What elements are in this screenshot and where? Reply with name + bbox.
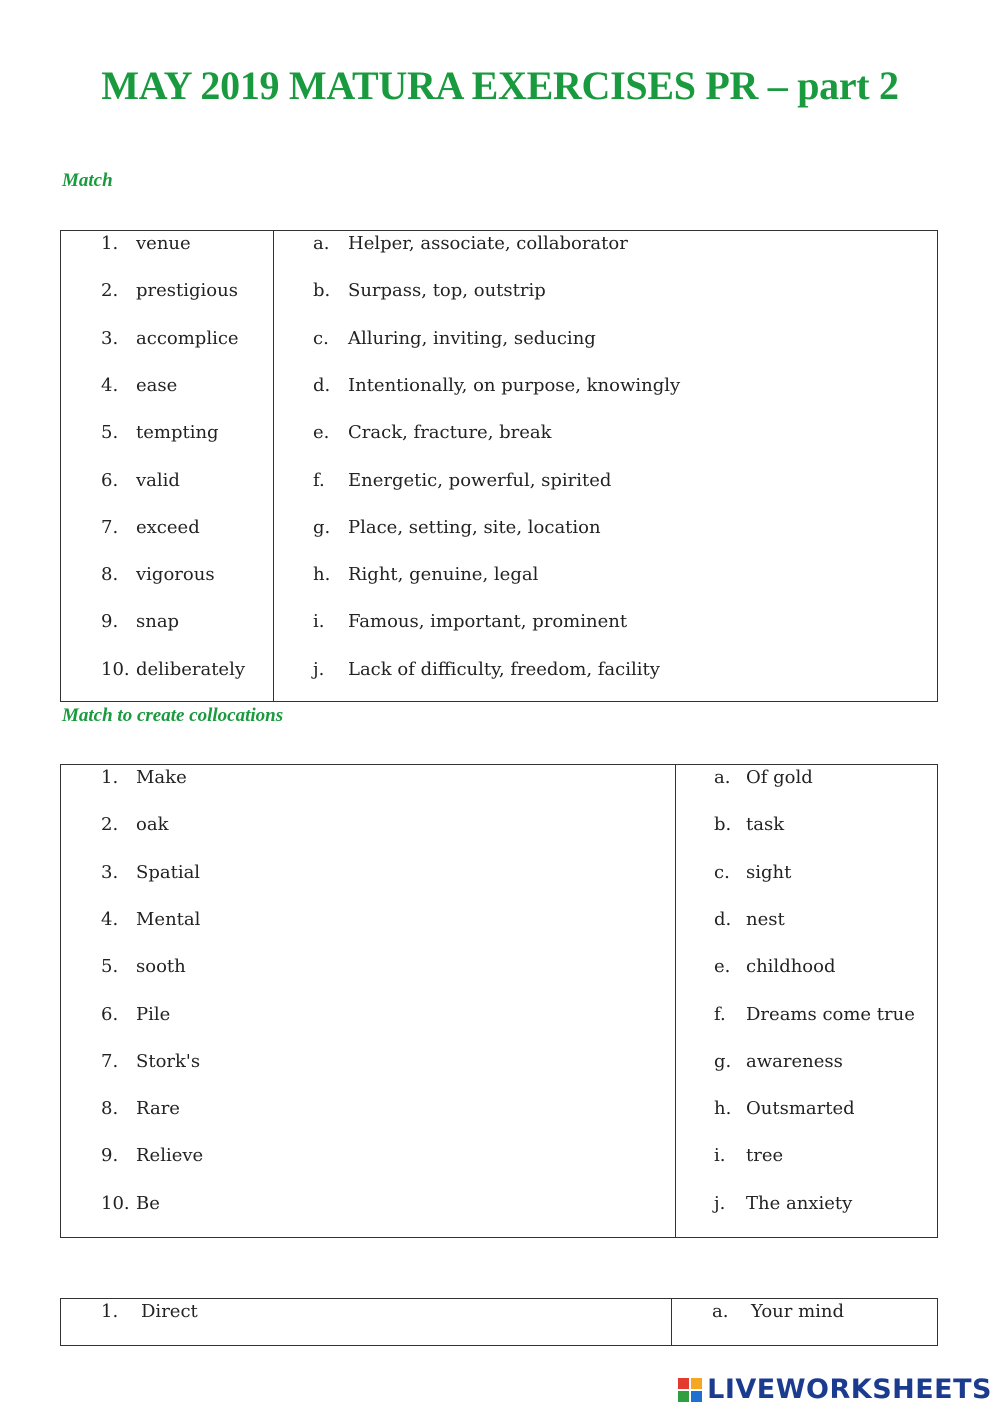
- logo-square-orange: [691, 1378, 702, 1389]
- table-divider: [273, 231, 274, 701]
- item-text: accomplice: [136, 327, 239, 349]
- item-text: prestigious: [136, 280, 238, 302]
- item-marker: h.: [313, 564, 331, 586]
- item-text: Relieve: [136, 1145, 204, 1167]
- item-marker: 10.: [101, 658, 130, 680]
- item-marker: i.: [313, 611, 325, 633]
- table-divider: [671, 1299, 672, 1345]
- item-marker: g.: [714, 1050, 732, 1072]
- item-text: Surpass, top, outstrip: [348, 280, 546, 302]
- item-marker: 7.: [101, 1050, 119, 1072]
- item-marker: j.: [313, 658, 325, 680]
- item-text: Direct: [141, 1301, 198, 1322]
- item-marker: d.: [313, 374, 331, 396]
- item-marker: 3.: [101, 861, 119, 883]
- item-text: venue: [136, 233, 191, 254]
- item-text: sooth: [136, 956, 186, 978]
- item-text: vigorous: [136, 564, 215, 586]
- item-text: valid: [136, 469, 180, 491]
- item-text: Rare: [136, 1098, 180, 1120]
- item-text: Make: [136, 767, 187, 788]
- item-text: nest: [746, 908, 785, 930]
- item-marker: a.: [313, 233, 330, 254]
- item-marker: 4.: [101, 908, 119, 930]
- item-marker: a.: [714, 767, 731, 788]
- item-text: Of gold: [746, 767, 813, 788]
- item-marker: d.: [714, 908, 732, 930]
- item-marker: 8.: [101, 1098, 119, 1120]
- item-marker: 2.: [101, 280, 119, 302]
- item-marker: 9.: [101, 1145, 119, 1167]
- item-marker: j.: [714, 1192, 726, 1214]
- item-marker: i.: [714, 1145, 726, 1167]
- item-text: tempting: [136, 422, 219, 444]
- section-label-collocations: Match to create collocations: [62, 705, 284, 726]
- section-label-match: Match: [62, 170, 113, 191]
- item-text: Be: [136, 1192, 160, 1214]
- item-marker: g.: [313, 516, 331, 538]
- item-text: Mental: [136, 908, 201, 930]
- item-text: task: [746, 814, 785, 836]
- item-text: deliberately: [136, 658, 246, 680]
- item-marker: 1.: [101, 767, 119, 788]
- match-table: [60, 230, 938, 702]
- item-text: Spatial: [136, 861, 201, 883]
- item-marker: 5.: [101, 956, 119, 978]
- logo-text: LIVEWORKSHEETS: [707, 1374, 992, 1405]
- item-marker: 10.: [101, 1192, 130, 1214]
- item-marker: 9.: [101, 611, 119, 633]
- item-text: Stork's: [136, 1050, 201, 1072]
- logo-square-blue: [691, 1391, 702, 1402]
- item-text: Pile: [136, 1003, 171, 1025]
- page-title: MAY 2019 MATURA EXERCISES PR – part 2: [101, 63, 899, 108]
- item-marker: c.: [313, 327, 329, 349]
- table-divider: [675, 765, 676, 1237]
- item-marker: 8.: [101, 564, 119, 586]
- item-text: Famous, important, prominent: [348, 611, 628, 633]
- item-marker: e.: [714, 956, 731, 978]
- item-marker: 3.: [101, 327, 119, 349]
- item-text: exceed: [136, 516, 200, 538]
- item-marker: 5.: [101, 422, 119, 444]
- liveworksheets-logo: [678, 1374, 992, 1405]
- item-text: Alluring, inviting, seducing: [348, 327, 596, 349]
- third-table: [60, 1298, 938, 1346]
- item-text: ease: [136, 374, 178, 396]
- item-text: The anxiety: [746, 1192, 853, 1214]
- item-text: Dreams come true: [746, 1003, 915, 1025]
- item-marker: 6.: [101, 1003, 119, 1025]
- item-text: Your mind: [751, 1301, 845, 1322]
- item-marker: 2.: [101, 814, 119, 836]
- item-text: Intentionally, on purpose, knowingly: [348, 374, 681, 396]
- item-marker: 6.: [101, 469, 119, 491]
- logo-mark-icon: [678, 1378, 702, 1402]
- item-text: Crack, fracture, break: [348, 422, 552, 444]
- logo-square-green: [678, 1391, 689, 1402]
- item-marker: 1.: [101, 233, 119, 254]
- item-text: Right, genuine, legal: [348, 564, 539, 586]
- item-text: sight: [746, 861, 792, 883]
- item-text: awareness: [746, 1050, 843, 1072]
- logo-square-red: [678, 1378, 689, 1389]
- collocations-table: [60, 764, 938, 1238]
- item-text: oak: [136, 814, 169, 836]
- item-text: childhood: [746, 956, 836, 978]
- item-marker: f.: [714, 1003, 726, 1025]
- item-text: Place, setting, site, location: [348, 516, 601, 538]
- item-marker: e.: [313, 422, 330, 444]
- item-text: tree: [746, 1145, 784, 1167]
- item-marker: a.: [712, 1301, 729, 1322]
- item-marker: 7.: [101, 516, 119, 538]
- item-marker: h.: [714, 1098, 732, 1120]
- item-text: Energetic, powerful, spirited: [348, 469, 612, 491]
- item-marker: b.: [313, 280, 331, 302]
- item-marker: c.: [714, 861, 730, 883]
- item-text: snap: [136, 611, 180, 633]
- item-marker: 4.: [101, 374, 119, 396]
- item-marker: b.: [714, 814, 732, 836]
- item-marker: 1.: [101, 1301, 119, 1322]
- item-text: Outsmarted: [746, 1098, 855, 1120]
- item-text: Lack of difficulty, freedom, facility: [348, 658, 660, 680]
- item-text: Helper, associate, collaborator: [348, 233, 628, 254]
- item-marker: f.: [313, 469, 325, 491]
